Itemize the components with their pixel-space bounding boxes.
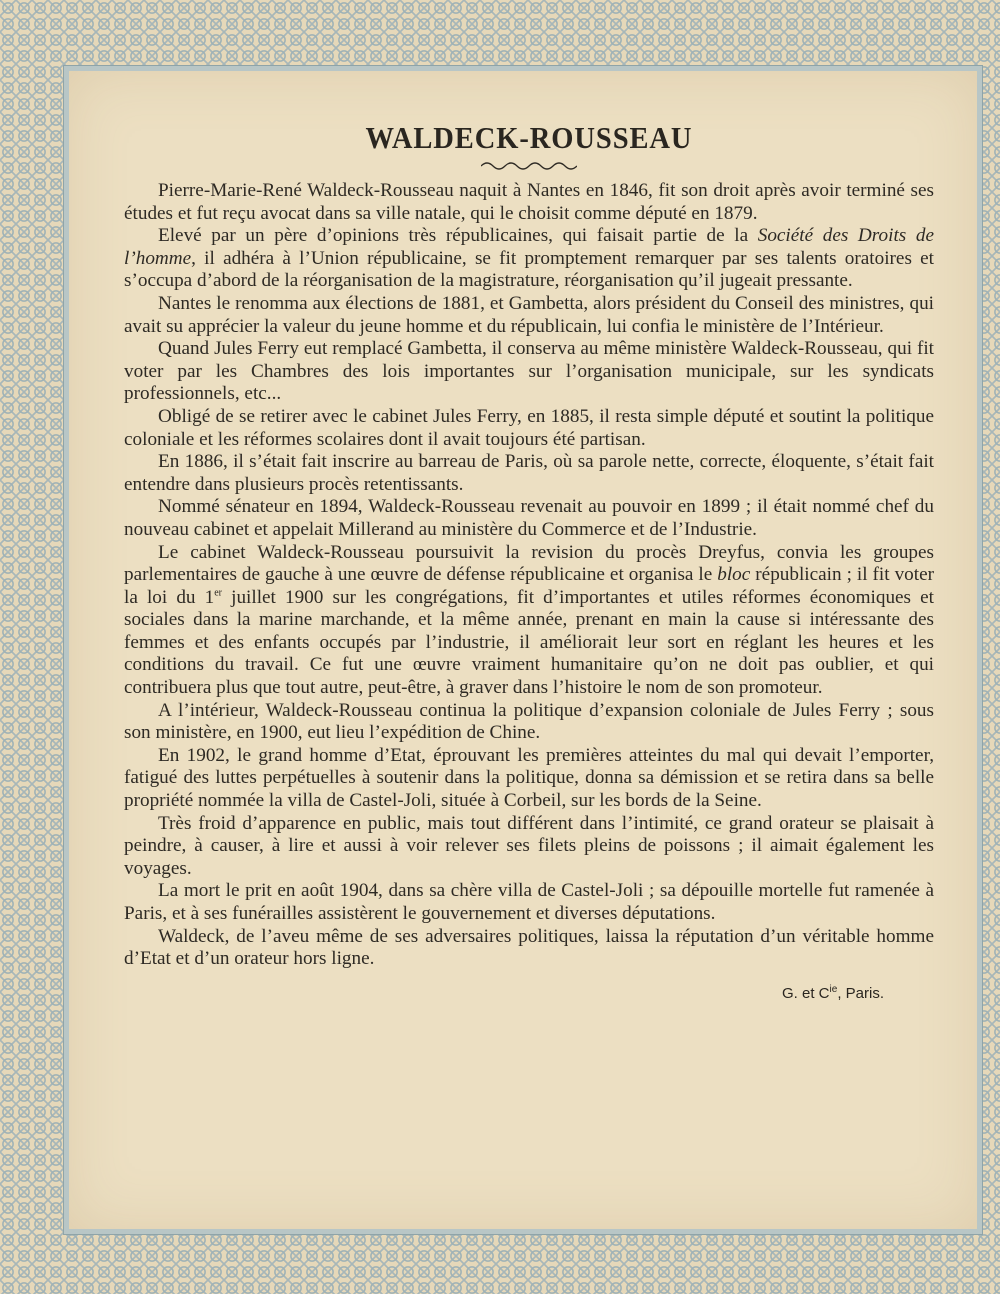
paragraph-5: Obligé de se retirer avec le cabinet Jules Ferry, en 1885, il resta simple député et soutint la politique coloniale et les réformes scolaires dont il avait toujours été partisan. bbox=[124, 405, 934, 450]
paragraph-6: En 1886, il s’était fait inscrire au barreau de Paris, où sa parole nette, correcte, éloquente, s’était fait entendre dans plusieurs procès retentissants. bbox=[124, 451, 934, 495]
printer-imprint: G. et $C^{ie}$, Paris. bbox=[782, 983, 884, 1002]
paragraph-4: Quand Jules Ferry eut remplacé Gambetta, il conserva au même ministère Waldeck-Rousseau, qui fit voter par les Chambres des lois importantes sur l’organisation municipale, sur les syndicats professionnels, etc... bbox=[124, 338, 934, 405]
paragraph-10: En 1902, le grand homme d’Etat, éprouvant les premières atteintes du mal qui devait l’emporter, fatigué des luttes perpétuelles à soutenir dans la politique, donna sa démission et se retira dans sa belle propriété nommée la villa de Castel-Joli, située à Corbeil, sur les bords de la Seine. bbox=[124, 744, 934, 812]
paragraph-1: Pierre-Marie-René Waldeck-Rousseau naquit à Nantes en 1846, fit son droit après avoir terminé ses études et fut reçu avocat dans sa ville natale, qui le choisit comme député en 1879. bbox=[124, 180, 934, 224]
paragraph-8: Le cabinet Waldeck-Rousseau poursuivit la revision du procès Dreyfus, convia les groupes parlementaires de gauche à une œuvre de défense républicaine et organisa le bloc républicain ; il fit voter la loi du 1er juillet 1900 sur les congrégations, fit d’importantes et utiles réformes économiques et sociales dans la marine marchande, et la même année, prenant en main la cause si intéressante des femmes et des enfants occupés par l’industrie, il améliorait leur sort en réglant les heures et les conditions du travail. Ce fut une œuvre vraiment humanitaire qu’on ne doit pas oublier, et qui contribuera plus que tout autre, peut-être, à graver dans l’histoire le nom de son promoteur. bbox=[124, 541, 934, 699]
document-content bbox=[124, 120, 934, 1002]
paragraph-7: Nommé sénateur en 1894, Waldeck-Rousseau revenait au pouvoir en 1899 ; il était nommé chef du nouveau cabinet et appelait Millerand au ministère du Commerce et de l’Industrie. bbox=[124, 496, 934, 540]
paragraph-3: Nantes le renomma aux élections de 1881, et Gambetta, alors président du Conseil des ministres, qui avait su apprécier la valeur du jeune homme et du républicain, lui confia le ministère de l’Intérieur. bbox=[124, 292, 934, 337]
paragraph-12: La mort le prit en août 1904, dans sa chère villa de Castel-Joli ; sa dépouille mortelle fut ramenée à Paris, et à ses funérailles assistèrent le gouvernement et diverses députations. bbox=[124, 880, 934, 924]
paragraph-2: Elevé par un père d’opinions très républicaines, qui faisait partie de la Société des Droits de l’homme, il adhéra à l’Union républicaine, se fit promptement remarquer par ses talents oratoires et s’occupa d’abord de la réorganisation de la magistrature, réorganisation qu’il jugeait pressante. bbox=[124, 225, 934, 292]
title-wave-ornament bbox=[481, 160, 577, 170]
paragraph-13: Waldeck, de l’aveu même de ses adversaires politiques, laissa la réputation d’un véritable homme d’Etat et d’un orateur hors ligne. bbox=[124, 925, 934, 970]
biography-text bbox=[124, 180, 934, 971]
page-title: WALDECK-ROUSSEAU bbox=[365, 120, 693, 155]
paragraph-11: Très froid d’apparence en public, mais tout différent dans l’intimité, ce grand orateur se plaisait à peindre, à causer, à lire et aussi à voir relever ses filets pleins de poissons ; il aimait également les voyages. bbox=[124, 812, 934, 879]
paragraph-9: A l’intérieur, Waldeck-Rousseau continua la politique d’expansion coloniale de Jules Ferry ; sous son ministère, en 1900, eut lieu l’expédition de Chine. bbox=[124, 699, 934, 744]
